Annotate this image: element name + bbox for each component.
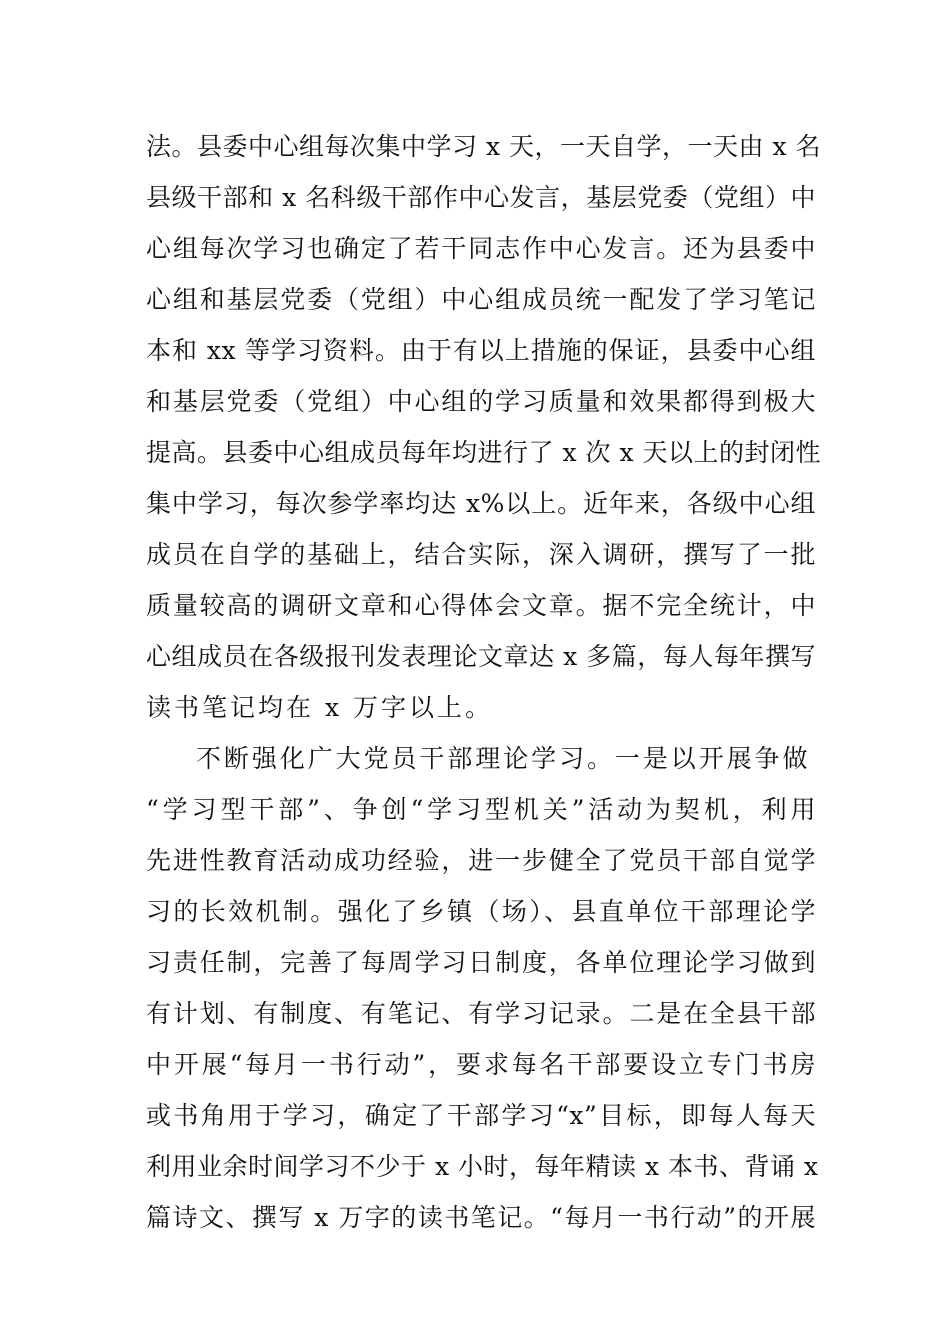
text-line: 先进性教育活动成功经验，进一步健全了党员干部自觉学 bbox=[146, 846, 816, 875]
paragraph-first-line: 不断强化广大党员干部理论学习。一是以开展争做 bbox=[196, 744, 808, 773]
text-line: 成员在自学的基础上，结合实际，深入调研，撰写了一批 bbox=[146, 540, 816, 569]
text-line: 有计划、有制度、有笔记、有学习记录。二是在全县干部 bbox=[146, 999, 816, 1028]
text-line: 质量较高的调研文章和心得体会文章。据不完全统计，中 bbox=[146, 591, 816, 620]
text-line: 心组成员在各级报刊发表理论文章达 x 多篇，每人每年撰写 bbox=[146, 642, 816, 671]
text-line: 篇诗文、撰写 x 万字的读书笔记。“每月一书行动”的开展 bbox=[146, 1203, 816, 1232]
text-line: 利用业余时间学习不少于 x 小时，每年精读 x 本书、背诵 x bbox=[146, 1152, 819, 1181]
text-line: 法。县委中心组每次集中学习 x 天，一天自学，一天由 x 名 bbox=[146, 132, 821, 161]
text-line: “学习型干部”、争创“学习型机关”活动为契机，利用 bbox=[146, 795, 816, 824]
text-line: 心组每次学习也确定了若干同志作中心发言。还为县委中 bbox=[146, 234, 816, 263]
text-line: 习的长效机制。强化了乡镇（场）、县直单位干部理论学 bbox=[146, 897, 816, 926]
text-line: 习责任制，完善了每周学习日制度，各单位理论学习做到 bbox=[146, 948, 816, 977]
text-line: 提高。县委中心组成员每年均进行了 x 次 x 天以上的封闭性 bbox=[146, 438, 821, 467]
text-line: 和基层党委（党组）中心组的学习质量和效果都得到极大 bbox=[146, 387, 816, 416]
text-line: 读书笔记均在 x 万字以上。 bbox=[146, 693, 493, 722]
text-line: 中开展“每月一书行动”，要求每名干部要设立专门书房 bbox=[146, 1050, 816, 1079]
text-line: 心组和基层党委（党组）中心组成员统一配发了学习笔记 bbox=[146, 285, 816, 314]
text-line: 集中学习，每次参学率均达 x%以上。近年来，各级中心组 bbox=[146, 489, 816, 518]
text-line: 本和 xx 等学习资料。由于有以上措施的保证，县委中心组 bbox=[146, 336, 816, 365]
text-line: 或书角用于学习，确定了干部学习“x”目标，即每人每天 bbox=[146, 1101, 816, 1130]
text-line: 县级干部和 x 名科级干部作中心发言，基层党委（党组）中 bbox=[146, 183, 816, 212]
